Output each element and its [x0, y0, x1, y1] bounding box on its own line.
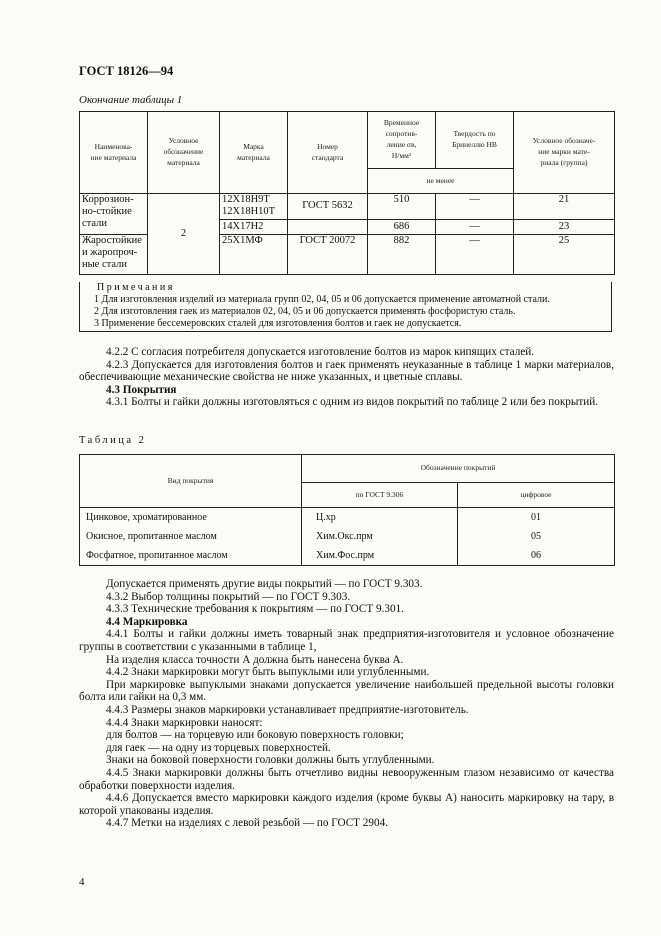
th-coating-type: Вид покрытия [80, 455, 302, 508]
note-1: 1 Для изготовления изделий из материала групп 02, 04, 05 и 06 допускается применение автоматной стали. [94, 294, 550, 305]
heading-4-4: 4.4 Маркировка [106, 615, 188, 628]
coating-row-3-type: Фосфатное, пропитанное маслом [80, 547, 302, 566]
cell-strength-3: 882 [368, 235, 436, 275]
paragraph-4-2-3: 4.2.3 Допускается для изготовления болтов и гаек применять неуказанные в таблице 1 марки материалов, обеспечивающие механические свойства не ниже указанных, и цветные сплавы. [79, 358, 614, 384]
paragraph-4-4-7: 4.4.7 Метки на изделиях с левой резьбой — по ГОСТ 2904. [106, 817, 388, 830]
th-digital: цифровое [458, 483, 615, 508]
section-4-3-4-4 [79, 578, 614, 830]
coating-row-2-gost: Хим.Окс.прм [302, 528, 458, 547]
note-3: 3 Применение бессемеровских сталей для изготовления болтов и гаек не допускается. [94, 318, 462, 329]
heading-4-3: 4.3 Покрытия [106, 383, 177, 396]
cell-name-1: Коррозион- но-стойкие стали [80, 194, 148, 235]
coating-row-3-gost: Хим.Фос.прм [302, 547, 458, 566]
paragraph-side-marks: Знаки на боковой поверхности головки должны быть углубленными. [106, 754, 435, 767]
cell-marking-2: 23 [514, 220, 615, 235]
coating-row-2-type: Окисное, пропитанное маслом [80, 528, 302, 547]
paragraph-other-coatings: Допускается применять другие виды покрытий — по ГОСТ 9.303. [106, 578, 423, 590]
cell-grade-3: 25Х1МФ [220, 235, 288, 275]
cell-standard-3: ГОСТ 20072 [288, 235, 368, 275]
cell-grade-2: 14Х17Н2 [220, 220, 288, 235]
paragraph-4-4-4: 4.4.4 Знаки маркировки наносят: [106, 716, 263, 729]
paragraph-4-4-1: 4.4.1 Болты и гайки должны иметь товарный знак предприятия-изготовителя и условное обозначение группы в соответствии с указанными в таблице 1, [79, 628, 614, 653]
th-group: Условное обозначение материала [148, 112, 220, 194]
notes-title: Примечания [97, 282, 175, 293]
table-1 [79, 111, 615, 275]
note-2: 2 Для изготовления гаек из материалов 02, 04, 05 и 06 допускается применять фосфористую сталь. [94, 306, 516, 317]
paragraph-class-a: На изделия класса точности А должна быть нанесена буква А. [106, 653, 404, 666]
th-grade: Марка материала [220, 112, 288, 194]
table2-caption: Таблица 2 [79, 435, 147, 446]
th-hardness: Твердость по Бринеллю НВ [436, 112, 514, 169]
th-strength: Временное сопротив- ление σв, Н/мм² [368, 112, 436, 169]
th-marking: Условное обозначе- ние марки мате- риала (группа) [514, 112, 615, 194]
page-number: 4 [79, 876, 85, 888]
cell-hardness-1: — [436, 194, 514, 220]
th-material-name: Наименова- ние материала [80, 112, 148, 194]
coating-row-1-digital: 01 [458, 508, 615, 528]
paragraph-4-4-6: 4.4.6 Допускается вместо маркировки каждого изделия (кроме буквы А) наносить маркировку на тару, в которой упакованы изделия. [79, 792, 614, 817]
cell-name-3: Жаростойкие и жаропроч- ные стали [80, 235, 148, 275]
cell-standard-2 [288, 220, 368, 235]
cell-strength-2: 686 [368, 220, 436, 235]
paragraph-4-3-2: 4.3.2 Выбор толщины покрытий — по ГОСТ 9.303. [106, 590, 351, 603]
cell-hardness-3: — [436, 235, 514, 275]
coating-row-1-type: Цинковое, хроматированное [80, 508, 302, 528]
document-header: ГОСТ 18126—94 [79, 64, 174, 78]
paragraph-bolts: для болтов — на торцевую или боковую поверхность головки; [106, 729, 404, 742]
paragraph-convex-marks: При маркировке выпуклыми знаками допускается увеличение наибольшей предельной высоты головки болта или гайки на 0,3 мм. [79, 678, 614, 704]
cell-standard-1: ГОСТ 5632 [288, 194, 368, 220]
paragraph-4-4-3: 4.4.3 Размеры знаков маркировки устанавливает предприятие-изготовитель. [106, 703, 469, 716]
cell-grade-1: 12Х18Н9Т 12Х18Н10Т [220, 194, 288, 220]
paragraph-4-3-1: 4.3.1 Болты и гайки должны изготовляться с одним из видов покрытий по таблице 2 или без покрытий. [106, 396, 599, 409]
th-gost-9306: по ГОСТ 9.306 [302, 483, 458, 508]
coating-row-2-digital: 05 [458, 528, 615, 547]
coating-row-1-gost: Ц.хр [302, 508, 458, 528]
paragraph-nuts: для гаек — на одну из торцевых поверхностей. [106, 741, 331, 754]
cell-group: 2 [148, 194, 220, 275]
paragraph-4-3-3: 4.3.3 Технические требования к покрытиям — по ГОСТ 9.301. [106, 603, 404, 616]
paragraph-4-4-5: 4.4.5 Знаки маркировки должны быть отчетливо видны невооруженным глазом независимо от качества обработки поверхности изделия. [79, 766, 614, 792]
section-4-2-4-3 [79, 346, 614, 409]
table1-caption: Окончание таблицы 1 [79, 94, 183, 106]
cell-strength-1: 510 [368, 194, 436, 220]
paragraph-4-4-2: 4.4.2 Знаки маркировки могут быть выпуклыми или углубленными. [106, 666, 430, 679]
cell-marking-1: 21 [514, 194, 615, 220]
th-designation: Обозначение покрытий [302, 455, 615, 483]
paragraph-4-2-2: 4.2.2 С согласия потребителя допускается изготовление болтов из марок кипящих сталей. [106, 346, 535, 358]
table-2 [79, 454, 615, 566]
th-min: не менее [368, 169, 514, 194]
coating-row-3-digital: 06 [458, 547, 615, 566]
cell-marking-3: 25 [514, 235, 615, 275]
th-standard: Номер стандарта [288, 112, 368, 194]
table1-notes [79, 282, 612, 332]
cell-hardness-2: — [436, 220, 514, 235]
